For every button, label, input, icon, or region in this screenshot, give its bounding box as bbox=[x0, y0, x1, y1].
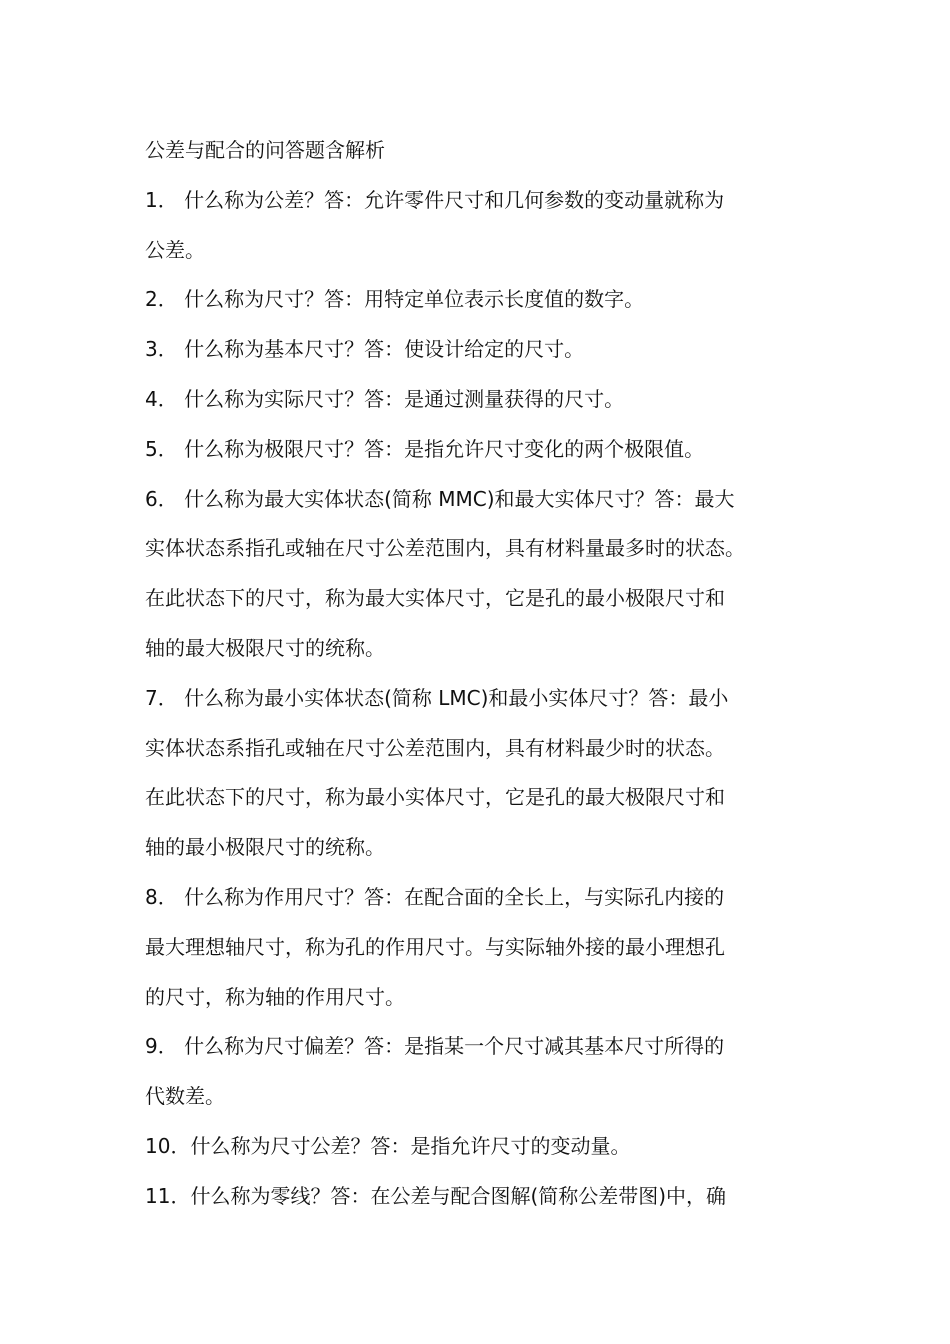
text-line: 在此状态下的尺寸，称为最大实体尺寸，它是孔的最小极限尺寸和 bbox=[145, 586, 725, 611]
text-line: 的尺寸，称为轴的作用尺寸。 bbox=[145, 984, 405, 1009]
text-line: 6． 什么称为最大实体状态(简称 MMC)和最大实体尺寸？答：最大 bbox=[145, 486, 735, 511]
text-line: 实体状态系指孔或轴在尺寸公差范围内，具有材料量最多时的状态。 bbox=[145, 536, 745, 561]
text-line: 1． 什么称为公差？答：允许零件尺寸和几何参数的变动量就称为 bbox=[145, 187, 725, 212]
document-title: 公差与配合的问答题含解析 bbox=[145, 138, 385, 162]
text-line: 轴的最大极限尺寸的统称。 bbox=[145, 635, 385, 660]
text-line: 在此状态下的尺寸，称为最小实体尺寸，它是孔的最大极限尺寸和 bbox=[145, 785, 725, 810]
text-line: 8． 什么称为作用尺寸？答：在配合面的全长上，与实际孔内接的 bbox=[145, 884, 725, 909]
text-line: 4． 什么称为实际尺寸？答：是通过测量获得的尺寸。 bbox=[145, 386, 625, 411]
text-line: 轴的最小极限尺寸的统称。 bbox=[145, 835, 385, 860]
document-body bbox=[145, 126, 825, 1222]
text-line: 11．什么称为零线？答：在公差与配合图解(简称公差带图)中，确 bbox=[145, 1183, 727, 1208]
text-line: 最大理想轴尺寸，称为孔的作用尺寸。与实际轴外接的最小理想孔 bbox=[145, 934, 725, 959]
text-line: 10．什么称为尺寸公差？答：是指允许尺寸的变动量。 bbox=[145, 1133, 631, 1158]
text-line: 公差。 bbox=[145, 237, 205, 262]
text-line: 2． 什么称为尺寸？答：用特定单位表示长度值的数字。 bbox=[145, 287, 645, 312]
text-line: 3． 什么称为基本尺寸？答：使设计给定的尺寸。 bbox=[145, 337, 585, 362]
text-line: 实体状态系指孔或轴在尺寸公差范围内，具有材料最少时的状态。 bbox=[145, 735, 725, 760]
text-line: 5． 什么称为极限尺寸？答：是指允许尺寸变化的两个极限值。 bbox=[145, 436, 705, 461]
text-line: 代数差。 bbox=[145, 1084, 225, 1109]
text-line: 7． 什么称为最小实体状态(简称 LMC)和最小实体尺寸？答：最小 bbox=[145, 685, 729, 710]
text-line: 9． 什么称为尺寸偏差？答：是指某一个尺寸减其基本尺寸所得的 bbox=[145, 1034, 725, 1059]
